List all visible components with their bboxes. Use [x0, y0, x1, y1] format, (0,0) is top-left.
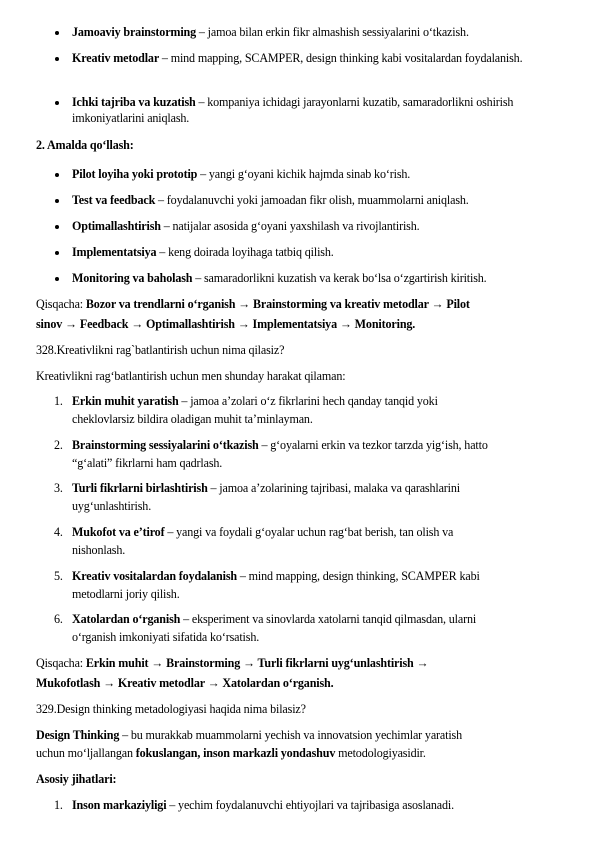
summary-line: Qisqacha: Bozor va trendlarni o‘rganish → Brainstorming va kreativ metodlar → Pilot: [36, 297, 470, 311]
list-item-cont: cheklovlarsiz bildira oladigan muhit ta’minlayman.: [72, 412, 313, 426]
list-item-term: Pilot loyiha yoki prototip: [72, 167, 198, 181]
list-number: 2.: [54, 438, 63, 452]
list-item: [72, 270, 572, 286]
list-item: [72, 166, 572, 182]
definition-paragraph-cont: uchun mo‘ljallangan fokuslangan, inson markazli yondashuv metodologiyasidir.: [36, 746, 426, 760]
bullet-icon: [55, 57, 59, 61]
section-heading: 2. Amalda qo‘llash:: [36, 138, 134, 152]
list-item-cont: o‘rganish imkoniyati sifatida ko‘rsatish.: [72, 630, 260, 644]
section-heading: Asosiy jihatlari:: [36, 772, 117, 786]
list-item-cont: uyg‘unlashtirish.: [72, 499, 152, 513]
bullet-icon: [55, 101, 59, 105]
list-item: Turli fikrlarni birlashtirish – jamoa a’zolarining tajribasi, malaka va qarashlarini: [72, 481, 460, 495]
list-item-desc: – natijalar asosida g‘oyani yaxshilash va rivojlantirish.: [160, 219, 420, 233]
list-item-desc: – foydalanuvchi yoki jamoadan fikr olish, muammolarni aniqlash.: [155, 193, 469, 207]
list-number: 4.: [54, 525, 63, 539]
question-329: 329.Design thinking metadologiyasi haqida nima bilasiz?: [36, 702, 306, 716]
list-number: 6.: [54, 612, 63, 626]
list-item-term: Jamoaviy brainstorming: [72, 25, 197, 39]
bullet-icon: [55, 31, 59, 35]
summary-line: Qisqacha: Erkin muhit → Brainstorming → Turli fikrlarni uyg‘unlashtirish →: [36, 656, 429, 670]
summary-line: sinov → Feedback → Optimallashtirish → Implementatsiya → Monitoring.: [36, 317, 416, 331]
list-item-term: Test va feedback: [72, 193, 156, 207]
list-item: Mukofot va e’tirof – yangi va foydali g‘oyalar uchun rag‘bat berish, tan olish va: [72, 525, 454, 539]
list-item-desc: – mind mapping, SCAMPER, design thinking kabi vositalardan foydalanish.: [159, 51, 523, 65]
list-item-term: Kreativ metodlar: [72, 51, 160, 65]
list-item-cont: nishonlash.: [72, 543, 126, 557]
list-number: 1.: [54, 394, 63, 408]
list-item-cont: “g‘alati” fikrlarni ham qadrlash.: [72, 456, 223, 470]
list-item-term: Optimallashtirish: [72, 219, 161, 233]
list-item: [72, 192, 572, 208]
list-item: [72, 218, 572, 234]
list-item-desc: – jamoa bilan erkin fikr almashish sessiyalarini o‘tkazish.: [196, 25, 469, 39]
bullet-icon: [55, 277, 59, 281]
bullet-icon: [55, 199, 59, 203]
list-number: 3.: [54, 481, 63, 495]
list-item: Brainstorming sessiyalarini o‘tkazish – g‘oyalarni erkin va tezkor tarzda yig‘ish, hatto: [72, 438, 488, 452]
list-item: [72, 24, 572, 40]
bullet-icon: [55, 225, 59, 229]
list-item: Erkin muhit yaratish – jamoa a’zolari o‘z fikrlarini hech qanday tanqid yoki: [72, 394, 438, 408]
bullet-icon: [55, 251, 59, 255]
summary-line: Mukofotlash → Kreativ metodlar → Xatolardan o‘rganish.: [36, 676, 334, 690]
list-item: Xatolardan o‘rganish – eksperiment va sinovlarda xatolarni tanqid qilmasdan, ularni: [72, 612, 477, 626]
list-item: [72, 50, 552, 66]
list-item-term: Implementatsiya: [72, 245, 157, 259]
list-item-desc: – kompaniya ichidagi jarayonlarni kuzatib, samaradorlikni oshirish imkoniyatlarini aniqlash.: [72, 95, 514, 125]
list-item-term: Monitoring va baholash: [72, 271, 193, 285]
list-number: 1.: [54, 798, 63, 812]
list-item-desc: – yangi g‘oyani kichik hajmda sinab ko‘rish.: [197, 167, 411, 181]
list-item-cont: metodlarni joriy qilish.: [72, 587, 180, 601]
answer-intro: Kreativlikni rag‘batlantirish uchun men shunday harakat qilaman:: [36, 369, 346, 383]
list-number: 5.: [54, 569, 63, 583]
list-item: [72, 244, 572, 260]
list-item: Kreativ vositalardan foydalanish – mind mapping, design thinking, SCAMPER kabi: [72, 569, 480, 583]
list-item: Inson markaziyligi – yechim foydalanuvchi ehtiyojlari va tajribasiga asoslanadi.: [72, 798, 454, 812]
list-item-desc: – samaradorlikni kuzatish va kerak bo‘lsa o‘zgartirish kiritish.: [192, 271, 487, 285]
definition-paragraph: Design Thinking – bu murakkab muammolarni yechish va innovatsion yechimlar yaratish: [36, 728, 463, 742]
bullet-icon: [55, 173, 59, 177]
list-item-desc: – keng doirada loyihaga tatbiq qilish.: [156, 245, 334, 259]
list-item-term: Ichki tajriba va kuzatish: [72, 95, 196, 109]
question-328: 328.Kreativlikni rag`batlantirish uchun nima qilasiz?: [36, 343, 285, 357]
list-item: [72, 94, 562, 126]
